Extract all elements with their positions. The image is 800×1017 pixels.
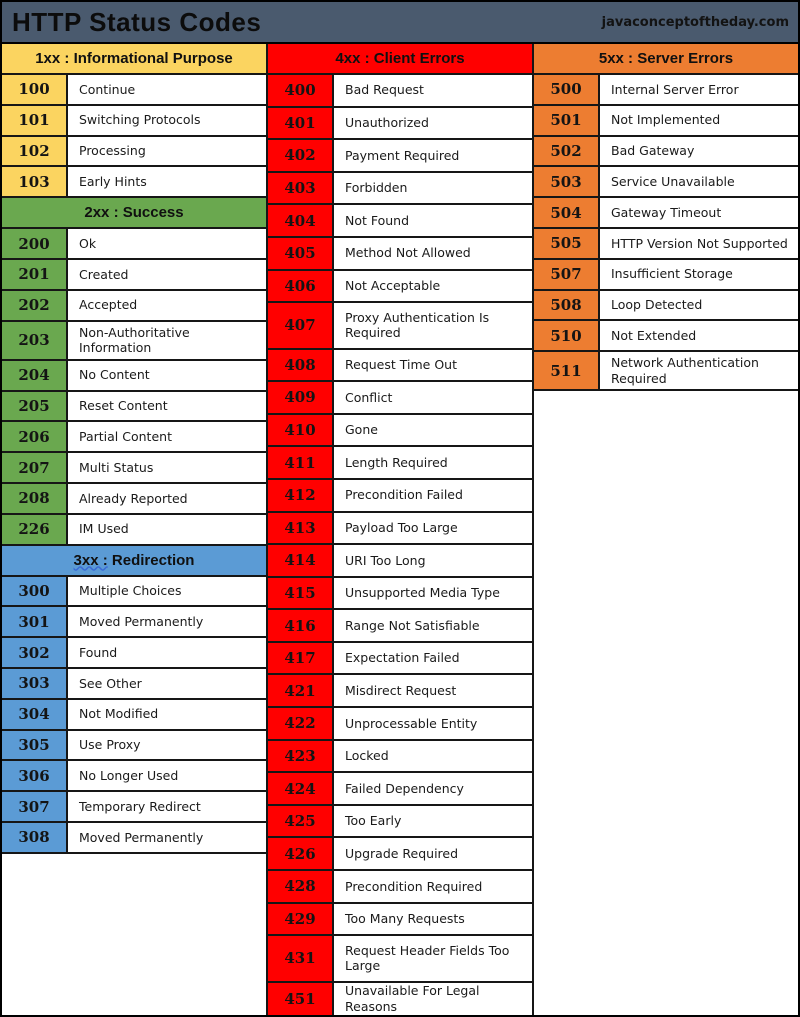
status-description: Partial Content	[68, 422, 266, 451]
status-row-500	[534, 75, 798, 106]
status-description: Not Extended	[600, 321, 798, 350]
status-code-table	[2, 44, 798, 1015]
status-row-507	[534, 260, 798, 291]
status-description: HTTP Version Not Supported	[600, 229, 798, 258]
status-code: 200	[2, 229, 68, 258]
status-description: Not Acceptable	[334, 271, 532, 302]
status-description: See Other	[68, 669, 266, 698]
status-code: 423	[268, 741, 334, 772]
status-code: 208	[2, 484, 68, 513]
status-row-307	[2, 792, 266, 823]
empty-area	[2, 854, 266, 1015]
status-row-408	[268, 350, 532, 383]
status-description: Moved Permanently	[68, 823, 266, 852]
status-code: 411	[268, 447, 334, 478]
status-description: Processing	[68, 137, 266, 166]
status-code: 505	[534, 229, 600, 258]
status-row-207	[2, 453, 266, 484]
status-description: Insufficient Storage	[600, 260, 798, 289]
status-row-412	[268, 480, 532, 513]
status-row-300	[2, 577, 266, 608]
status-code: 202	[2, 291, 68, 320]
status-description: Locked	[334, 741, 532, 772]
status-description: Early Hints	[68, 167, 266, 196]
status-code: 304	[2, 700, 68, 729]
status-description: Method Not Allowed	[334, 238, 532, 269]
status-row-226	[2, 515, 266, 546]
section-label-prefix: 3xx :	[73, 551, 108, 569]
status-row-400	[268, 75, 532, 108]
status-row-301	[2, 607, 266, 638]
status-row-405	[268, 238, 532, 271]
status-row-206	[2, 422, 266, 453]
status-description: Proxy Authentication Is Required	[334, 303, 532, 347]
status-code: 428	[268, 871, 334, 902]
status-code: 101	[2, 106, 68, 135]
status-row-417	[268, 643, 532, 676]
status-row-303	[2, 669, 266, 700]
status-code: 502	[534, 137, 600, 166]
status-row-501	[534, 106, 798, 137]
status-row-102	[2, 137, 266, 168]
status-code: 412	[268, 480, 334, 511]
status-description: Unavailable For Legal Reasons	[334, 983, 532, 1016]
status-row-510	[534, 321, 798, 352]
status-code: 503	[534, 167, 600, 196]
status-code: 500	[534, 75, 600, 104]
status-description: Moved Permanently	[68, 607, 266, 636]
status-row-302	[2, 638, 266, 669]
status-code: 206	[2, 422, 68, 451]
status-row-424	[268, 773, 532, 806]
status-code: 504	[534, 198, 600, 227]
status-description: Upgrade Required	[334, 838, 532, 869]
status-code: 426	[268, 838, 334, 869]
section-header-1xx: 1xx : Informational Purpose	[2, 44, 266, 75]
status-row-421	[268, 675, 532, 708]
status-row-505	[534, 229, 798, 260]
status-description: Bad Request	[334, 75, 532, 106]
status-row-410	[268, 415, 532, 448]
status-description: Multi Status	[68, 453, 266, 482]
status-description: Payload Too Large	[334, 513, 532, 544]
status-description: Not Found	[334, 205, 532, 236]
status-row-423	[268, 741, 532, 774]
status-description: IM Used	[68, 515, 266, 544]
status-description: Failed Dependency	[334, 773, 532, 804]
status-row-305	[2, 731, 266, 762]
status-description: Too Many Requests	[334, 904, 532, 935]
status-description: Bad Gateway	[600, 137, 798, 166]
status-row-451	[268, 983, 532, 1016]
status-description: Use Proxy	[68, 731, 266, 760]
status-code: 100	[2, 75, 68, 104]
status-row-100	[2, 75, 266, 106]
status-code: 301	[2, 607, 68, 636]
status-description: Non-Authoritative Information	[68, 322, 266, 359]
status-row-401	[268, 108, 532, 141]
status-row-402	[268, 140, 532, 173]
status-code: 414	[268, 545, 334, 576]
status-description: Precondition Failed	[334, 480, 532, 511]
status-code: 403	[268, 173, 334, 204]
status-description: Created	[68, 260, 266, 289]
status-description: Gateway Timeout	[600, 198, 798, 227]
status-code: 415	[268, 578, 334, 609]
status-code: 431	[268, 936, 334, 980]
status-row-502	[534, 137, 798, 168]
status-code: 306	[2, 761, 68, 790]
status-code: 103	[2, 167, 68, 196]
status-description: Not Modified	[68, 700, 266, 729]
status-description: Payment Required	[334, 140, 532, 171]
status-code: 451	[268, 983, 334, 1016]
status-code: 305	[2, 731, 68, 760]
status-row-204	[2, 361, 266, 392]
status-code: 307	[2, 792, 68, 821]
status-description: URI Too Long	[334, 545, 532, 576]
status-row-414	[268, 545, 532, 578]
section-header-3xx	[2, 546, 266, 577]
status-description: Already Reported	[68, 484, 266, 513]
status-row-201	[2, 260, 266, 291]
status-code: 422	[268, 708, 334, 739]
status-row-304	[2, 700, 266, 731]
status-code: 407	[268, 303, 334, 347]
status-row-202	[2, 291, 266, 322]
status-row-403	[268, 173, 532, 206]
status-row-504	[534, 198, 798, 229]
status-description: Conflict	[334, 382, 532, 413]
status-code: 205	[2, 392, 68, 421]
status-description: Switching Protocols	[68, 106, 266, 135]
status-description: Unprocessable Entity	[334, 708, 532, 739]
status-row-511	[534, 352, 798, 391]
status-description: Precondition Required	[334, 871, 532, 902]
status-code: 507	[534, 260, 600, 289]
status-row-413	[268, 513, 532, 546]
status-description: Request Header Fields Too Large	[334, 936, 532, 980]
site-watermark: javaconceptoftheday.com	[601, 14, 789, 30]
status-row-503	[534, 167, 798, 198]
status-code: 300	[2, 577, 68, 606]
status-code: 102	[2, 137, 68, 166]
section-label-rest: Redirection	[107, 551, 195, 569]
status-code: 207	[2, 453, 68, 482]
page-title: HTTP Status Codes	[12, 6, 262, 37]
status-row-407	[268, 303, 532, 349]
section-header-5xx: 5xx : Server Errors	[534, 44, 798, 75]
status-description: Length Required	[334, 447, 532, 478]
status-row-411	[268, 447, 532, 480]
status-code: 204	[2, 361, 68, 390]
status-description: Ok	[68, 229, 266, 258]
status-row-422	[268, 708, 532, 741]
status-row-425	[268, 806, 532, 839]
status-code: 424	[268, 773, 334, 804]
status-code: 203	[2, 322, 68, 359]
status-row-205	[2, 392, 266, 423]
status-description: Unauthorized	[334, 108, 532, 139]
status-description: Gone	[334, 415, 532, 446]
section-header-2xx: 2xx : Success	[2, 198, 266, 229]
status-row-404	[268, 205, 532, 238]
status-column-1	[2, 44, 268, 1015]
status-description: Reset Content	[68, 392, 266, 421]
status-row-508	[534, 291, 798, 322]
status-row-308	[2, 823, 266, 854]
status-code: 308	[2, 823, 68, 852]
status-code: 416	[268, 610, 334, 641]
status-column-2	[268, 44, 534, 1015]
status-description: Misdirect Request	[334, 675, 532, 706]
status-row-416	[268, 610, 532, 643]
status-code: 508	[534, 291, 600, 320]
status-row-306	[2, 761, 266, 792]
status-code: 201	[2, 260, 68, 289]
status-description: Found	[68, 638, 266, 667]
status-code: 429	[268, 904, 334, 935]
status-row-406	[268, 271, 532, 304]
status-description: Forbidden	[334, 173, 532, 204]
status-row-200	[2, 229, 266, 260]
status-code: 303	[2, 669, 68, 698]
status-description: Multiple Choices	[68, 577, 266, 606]
status-code: 402	[268, 140, 334, 171]
status-description: No Longer Used	[68, 761, 266, 790]
status-row-428	[268, 871, 532, 904]
status-code: 405	[268, 238, 334, 269]
status-code: 226	[2, 515, 68, 544]
top-bar	[2, 2, 798, 44]
status-description: Not Implemented	[600, 106, 798, 135]
empty-area	[534, 391, 798, 1015]
status-code: 421	[268, 675, 334, 706]
status-row-415	[268, 578, 532, 611]
status-row-426	[268, 838, 532, 871]
status-row-208	[2, 484, 266, 515]
status-description: Network Authentication Required	[600, 352, 798, 389]
status-description: Request Time Out	[334, 350, 532, 381]
status-code: 417	[268, 643, 334, 674]
status-code: 410	[268, 415, 334, 446]
status-description: Temporary Redirect	[68, 792, 266, 821]
status-code: 413	[268, 513, 334, 544]
status-description: Internal Server Error	[600, 75, 798, 104]
status-code: 409	[268, 382, 334, 413]
status-description: No Content	[68, 361, 266, 390]
status-row-203	[2, 322, 266, 361]
status-description: Range Not Satisfiable	[334, 610, 532, 641]
status-column-3	[534, 44, 798, 1015]
status-code: 511	[534, 352, 600, 389]
status-code: 406	[268, 271, 334, 302]
status-description: Too Early	[334, 806, 532, 837]
status-description: Accepted	[68, 291, 266, 320]
status-code: 408	[268, 350, 334, 381]
status-code: 425	[268, 806, 334, 837]
status-code: 501	[534, 106, 600, 135]
status-code: 400	[268, 75, 334, 106]
status-code: 510	[534, 321, 600, 350]
status-code: 401	[268, 108, 334, 139]
status-row-103	[2, 167, 266, 198]
status-row-409	[268, 382, 532, 415]
status-code: 404	[268, 205, 334, 236]
status-description: Service Unavailable	[600, 167, 798, 196]
status-description: Unsupported Media Type	[334, 578, 532, 609]
status-row-431	[268, 936, 532, 982]
status-row-429	[268, 904, 532, 937]
status-code: 302	[2, 638, 68, 667]
status-row-101	[2, 106, 266, 137]
status-description: Continue	[68, 75, 266, 104]
status-description: Expectation Failed	[334, 643, 532, 674]
status-description: Loop Detected	[600, 291, 798, 320]
section-header-4xx: 4xx : Client Errors	[268, 44, 532, 75]
